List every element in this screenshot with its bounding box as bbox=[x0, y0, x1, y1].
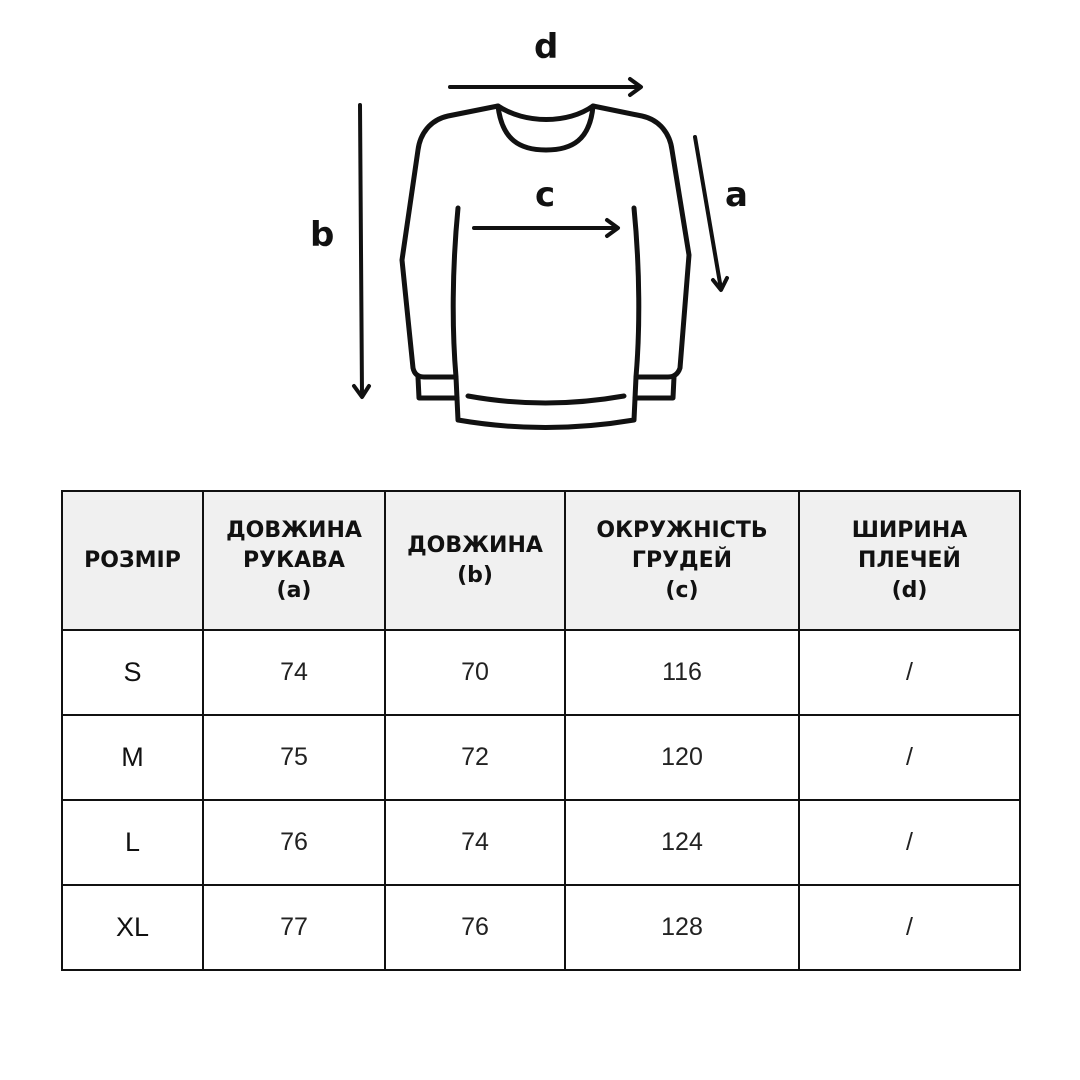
cell-length: 72 bbox=[385, 715, 565, 800]
cell-size: XL bbox=[62, 885, 203, 970]
label-c: c bbox=[535, 175, 556, 215]
cell-length: 74 bbox=[385, 800, 565, 885]
size-chart-table bbox=[61, 490, 1021, 971]
table-row bbox=[62, 800, 1020, 885]
header-line: (a) bbox=[276, 577, 312, 603]
header-line: (c) bbox=[665, 577, 699, 603]
sweatshirt-measurement-diagram bbox=[0, 0, 1080, 470]
cell-length: 76 bbox=[385, 885, 565, 970]
header-size bbox=[62, 491, 203, 630]
header-line: (d) bbox=[891, 577, 928, 603]
cell-chest: 116 bbox=[565, 630, 799, 715]
header-sleeve-length bbox=[203, 491, 385, 630]
left-cuff bbox=[418, 377, 457, 398]
cell-sleeve-length: 76 bbox=[203, 800, 385, 885]
label-a: a bbox=[725, 175, 748, 215]
arrow-a bbox=[695, 137, 721, 289]
cell-length: 70 bbox=[385, 630, 565, 715]
header-line: ПЛЕЧЕЙ bbox=[858, 547, 961, 573]
right-cuff bbox=[635, 377, 674, 398]
label-d: d bbox=[534, 27, 559, 67]
arrow-b bbox=[360, 105, 362, 396]
cell-chest: 128 bbox=[565, 885, 799, 970]
header-line: ШИРИНА bbox=[851, 517, 968, 543]
table-row bbox=[62, 715, 1020, 800]
cell-size: S bbox=[62, 630, 203, 715]
sweatshirt-outline bbox=[402, 106, 689, 428]
left-sleeve-seam bbox=[453, 208, 458, 377]
cell-size: M bbox=[62, 715, 203, 800]
header-line: ДОВЖИНА bbox=[226, 517, 362, 543]
header-line: РОЗМІР bbox=[84, 547, 181, 573]
header-line: ДОВЖИНА bbox=[407, 532, 543, 558]
header-length bbox=[385, 491, 565, 630]
header-line: ОКРУЖНІСТЬ bbox=[596, 517, 768, 543]
cell-shoulder: / bbox=[799, 715, 1020, 800]
table-row bbox=[62, 630, 1020, 715]
cell-chest: 120 bbox=[565, 715, 799, 800]
cell-sleeve-length: 77 bbox=[203, 885, 385, 970]
cell-shoulder: / bbox=[799, 885, 1020, 970]
header-line: ГРУДЕЙ bbox=[631, 547, 733, 573]
cell-shoulder: / bbox=[799, 800, 1020, 885]
table-header-row bbox=[62, 491, 1020, 630]
cell-sleeve-length: 75 bbox=[203, 715, 385, 800]
table-row bbox=[62, 885, 1020, 970]
cell-sleeve-length: 74 bbox=[203, 630, 385, 715]
sweatshirt-illustration bbox=[0, 0, 1080, 470]
label-b: b bbox=[310, 215, 335, 255]
header-shoulder-width bbox=[799, 491, 1020, 630]
cell-chest: 124 bbox=[565, 800, 799, 885]
hem-band bbox=[468, 396, 624, 403]
header-line: РУКАВА bbox=[243, 547, 345, 573]
header-line: (b) bbox=[457, 562, 493, 588]
header-chest-circumference bbox=[565, 491, 799, 630]
cell-size: L bbox=[62, 800, 203, 885]
right-sleeve-seam bbox=[634, 208, 639, 377]
cell-shoulder: / bbox=[799, 630, 1020, 715]
